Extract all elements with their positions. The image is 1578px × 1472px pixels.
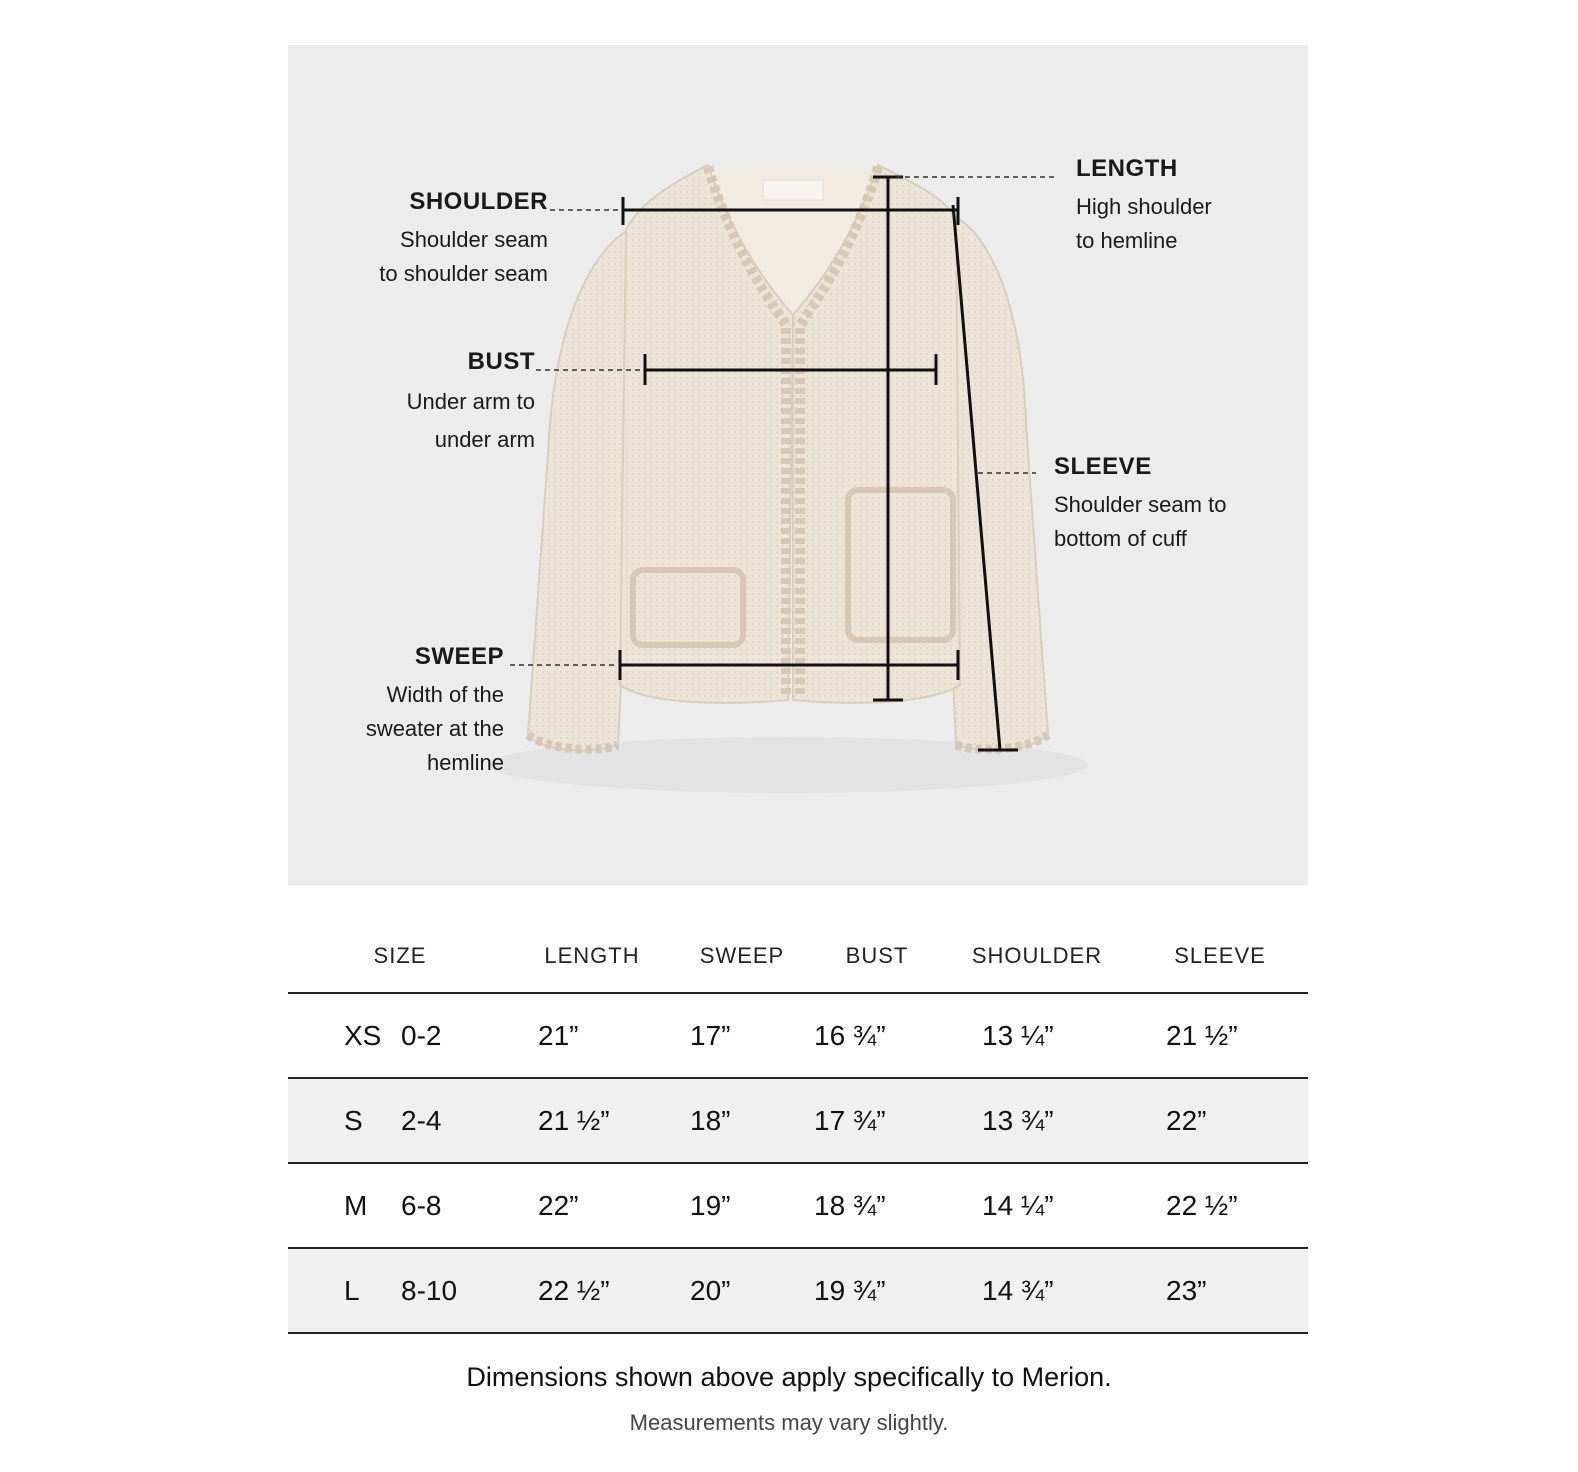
- bust-value: 17 ¾”: [812, 1078, 942, 1163]
- shoulder-value: 14 ¼”: [942, 1163, 1132, 1248]
- header-size: SIZE: [288, 920, 512, 993]
- shoulder-value: 14 ¾”: [942, 1248, 1132, 1333]
- size-range: 0-2: [401, 1019, 442, 1051]
- table-row: [288, 993, 1308, 1078]
- sleeve-description: Shoulder seam to bottom of cuff: [1054, 492, 1227, 551]
- header-bust: BUST: [812, 920, 942, 993]
- table-row: [288, 1248, 1308, 1333]
- length-label: [1076, 152, 1212, 258]
- header-shoulder: SHOULDER: [942, 920, 1132, 993]
- table-row: [288, 1163, 1308, 1248]
- sleeve-title: SLEEVE: [1054, 453, 1152, 480]
- length-value: 21 ½”: [512, 1078, 672, 1163]
- bust-value: 19 ¾”: [812, 1248, 942, 1333]
- bust-value: 18 ¾”: [812, 1163, 942, 1248]
- bust-value: 16 ¾”: [812, 993, 942, 1078]
- length-value: 21”: [512, 993, 672, 1078]
- size-code: L: [344, 1274, 360, 1306]
- sleeve-value: 23”: [1132, 1248, 1308, 1333]
- size-cell: [288, 1163, 512, 1248]
- length-value: 22 ½”: [512, 1248, 672, 1333]
- size-code: M: [344, 1189, 368, 1221]
- length-description: High shoulder to hemline: [1076, 194, 1212, 253]
- size-range: 8-10: [401, 1274, 458, 1306]
- header-length: LENGTH: [512, 920, 672, 993]
- sleeve-label: [1054, 450, 1226, 556]
- sweep-value: 17”: [672, 993, 812, 1078]
- shoulder-label: [379, 185, 548, 291]
- bust-label: [407, 345, 535, 459]
- sleeve-value: 21 ½”: [1132, 993, 1308, 1078]
- table-header-row: [288, 920, 1308, 993]
- length-title: LENGTH: [1076, 155, 1178, 182]
- sweep-value: 18”: [672, 1078, 812, 1163]
- footnote-main: Dimensions shown above apply specifically to Merion.: [466, 1362, 1112, 1392]
- size-range: 6-8: [401, 1189, 442, 1221]
- size-code: S: [344, 1104, 363, 1136]
- size-cell: [288, 1248, 512, 1333]
- sweep-value: 19”: [672, 1163, 812, 1248]
- sweep-description: Width of the sweater at the hemline: [365, 682, 504, 775]
- shoulder-description: Shoulder seam to shoulder seam: [379, 227, 548, 286]
- table-row: [288, 1078, 1308, 1163]
- header-sleeve: SLEEVE: [1132, 920, 1308, 993]
- bust-title: BUST: [467, 348, 535, 375]
- size-range: 2-4: [401, 1104, 442, 1136]
- sleeve-value: 22 ½”: [1132, 1163, 1308, 1248]
- length-value: 22”: [512, 1163, 672, 1248]
- size-code: XS: [344, 1019, 382, 1051]
- shoulder-title: SHOULDER: [409, 188, 548, 215]
- sweep-value: 20”: [672, 1248, 812, 1333]
- footnote-sub: Measurements may vary slightly.: [629, 1410, 949, 1435]
- size-cell: [288, 1078, 512, 1163]
- sweep-label: [366, 640, 504, 780]
- sleeve-value: 22”: [1132, 1078, 1308, 1163]
- size-chart-table: [288, 920, 1308, 1334]
- shoulder-value: 13 ¾”: [942, 1078, 1132, 1163]
- sweep-title: SWEEP: [414, 643, 504, 670]
- bust-description: Under arm to under arm: [406, 389, 535, 452]
- header-sweep: SWEEP: [672, 920, 812, 993]
- shoulder-value: 13 ¼”: [942, 993, 1132, 1078]
- size-cell: [288, 993, 512, 1078]
